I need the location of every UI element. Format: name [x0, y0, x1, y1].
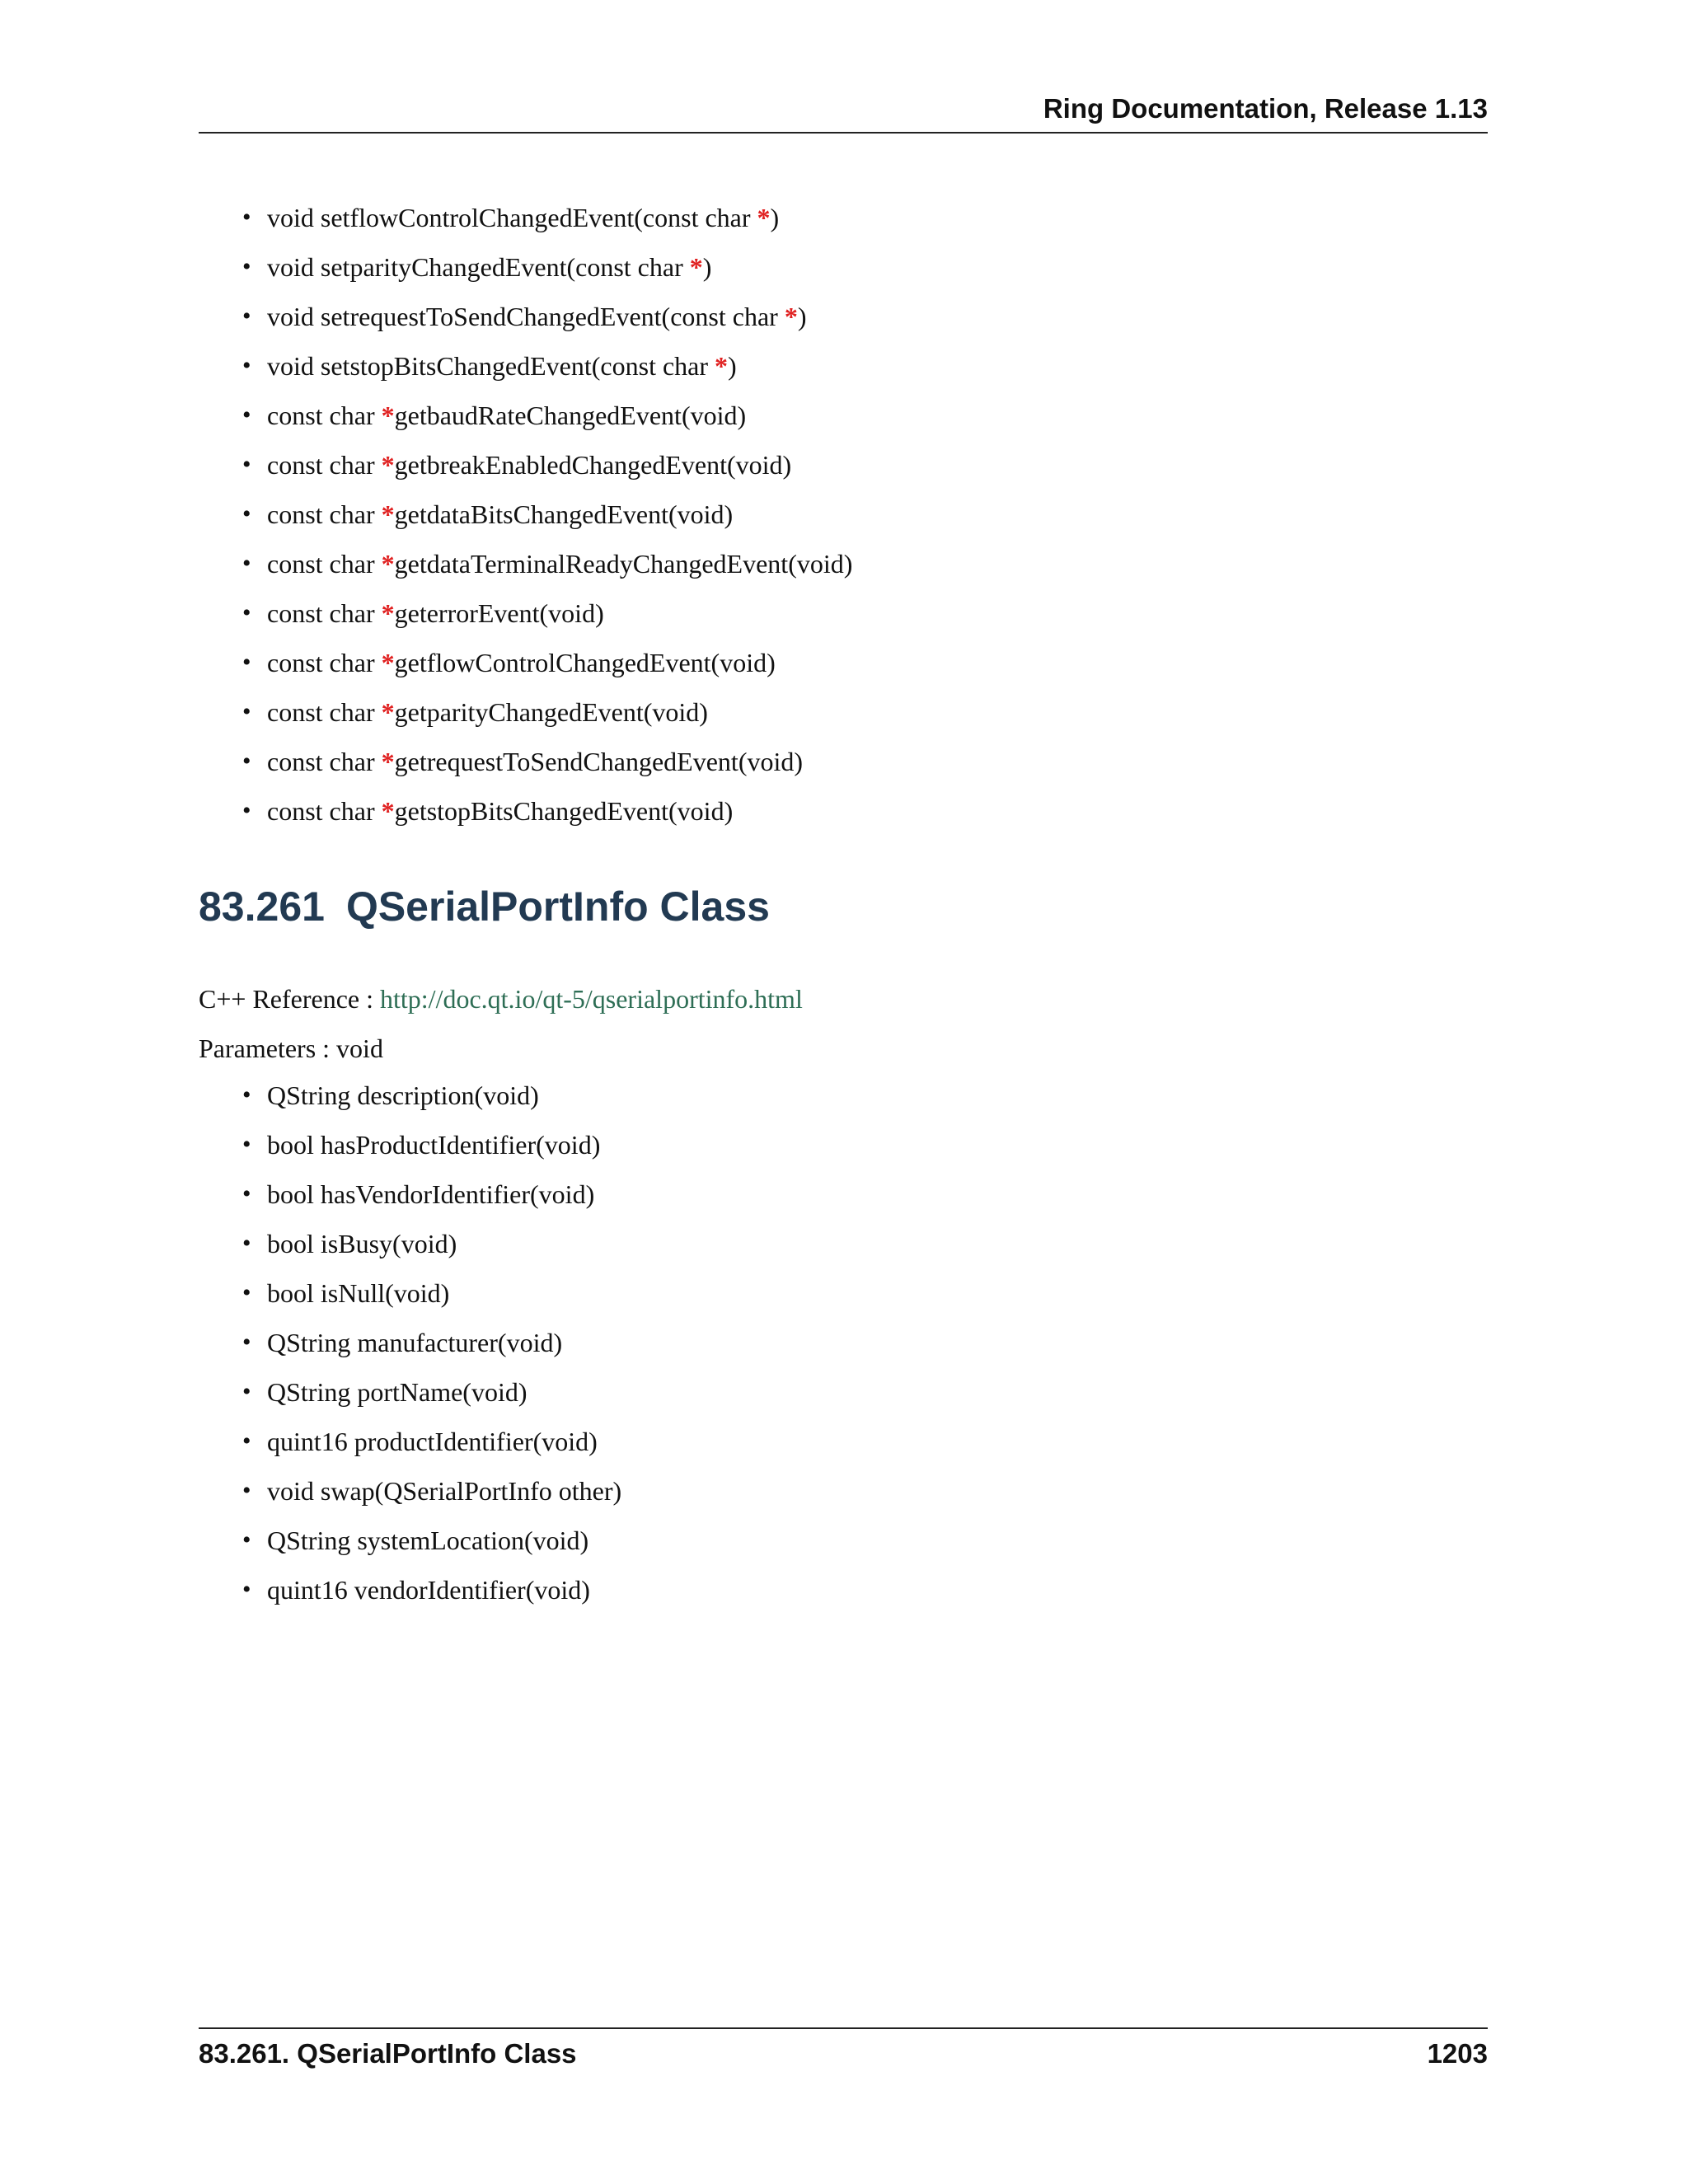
bullet-icon: • — [242, 1427, 251, 1455]
pointer-star: * — [381, 598, 395, 628]
list-item — [241, 1516, 621, 1565]
bullet-icon: • — [242, 550, 251, 577]
bullet-icon: • — [242, 253, 251, 280]
item-text: const char — [267, 648, 382, 677]
item-text: getparityChangedEvent(void) — [394, 697, 708, 727]
bullet-icon: • — [242, 1279, 251, 1306]
pointer-star: * — [381, 648, 395, 677]
bullet-icon: • — [242, 1081, 251, 1108]
item-text: const char — [267, 499, 382, 529]
bullet-icon: • — [242, 352, 251, 379]
bullet-icon: • — [242, 649, 251, 676]
item-text: getrequestToSendChangedEvent(void) — [394, 747, 804, 776]
bullet-icon: • — [242, 748, 251, 775]
pointer-star: * — [381, 747, 395, 776]
list-item — [241, 193, 852, 242]
item-text: void setparityChangedEvent(const char — [267, 252, 690, 282]
list-item — [241, 1120, 621, 1169]
bullet-icon: • — [242, 1526, 251, 1554]
list-item — [241, 1565, 621, 1615]
bullet-icon: • — [242, 599, 251, 626]
pointer-star: * — [381, 549, 395, 579]
pointer-star: * — [784, 302, 798, 331]
item-text: quint16 productIdentifier(void) — [267, 1427, 598, 1456]
item-text: bool isBusy(void) — [267, 1229, 457, 1258]
bullet-icon: • — [242, 1230, 251, 1257]
section-number: 83.261 — [199, 883, 325, 930]
footer-section-label: 83.261. QSerialPortInfo Class — [199, 2038, 577, 2069]
item-text: QString systemLocation(void) — [267, 1526, 589, 1555]
item-text: void setflowControlChangedEvent(const char — [267, 203, 757, 232]
list-item — [241, 242, 852, 292]
item-text: getbaudRateChangedEvent(void) — [394, 401, 747, 430]
pointer-star: * — [381, 499, 395, 529]
page-footer — [199, 2027, 1488, 2079]
item-text: const char — [267, 401, 382, 430]
item-text: QString manufacturer(void) — [267, 1328, 563, 1357]
bullet-icon: • — [242, 451, 251, 478]
item-text: void swap(QSerialPortInfo other) — [267, 1476, 622, 1506]
item-text: const char — [267, 598, 382, 628]
pointer-star: * — [757, 203, 771, 232]
item-text: QString portName(void) — [267, 1377, 528, 1407]
parameters-line: Parameters : void — [199, 1033, 383, 1063]
cpp-reference-line — [199, 974, 803, 1024]
list-item — [241, 391, 852, 440]
bullet-icon: • — [242, 1378, 251, 1405]
page-header — [199, 92, 1488, 134]
reference-link[interactable]: http://doc.qt.io/qt-5/qserialportinfo.html — [380, 984, 803, 1014]
list-item — [241, 1318, 621, 1367]
pointer-star: * — [381, 796, 395, 826]
item-text: quint16 vendorIdentifier(void) — [267, 1575, 590, 1605]
pointer-star: * — [715, 351, 729, 381]
method-list-serial-port — [241, 193, 852, 836]
item-text: void setstopBitsChangedEvent(const char — [267, 351, 715, 381]
pointer-star: * — [381, 697, 395, 727]
footer-page-number: 1203 — [1427, 2038, 1488, 2069]
item-text: getstopBitsChangedEvent(void) — [394, 796, 734, 826]
item-text: bool hasProductIdentifier(void) — [267, 1130, 601, 1160]
item-text: const char — [267, 747, 382, 776]
item-text: const char — [267, 549, 382, 579]
bullet-icon: • — [242, 1180, 251, 1207]
list-item — [241, 292, 852, 341]
header-title: Ring Documentation, Release 1.13 — [1043, 93, 1488, 124]
bullet-icon: • — [242, 204, 251, 231]
list-item — [241, 1071, 621, 1120]
list-item — [241, 786, 852, 836]
list-item — [241, 1169, 621, 1219]
item-text: getdataTerminalReadyChangedEvent(void) — [394, 549, 853, 579]
method-list-serial-port-info — [241, 1071, 621, 1615]
bullet-icon: • — [242, 1477, 251, 1504]
list-item — [241, 341, 852, 391]
item-text: ) — [797, 302, 807, 331]
list-item — [241, 440, 852, 490]
list-item — [241, 687, 852, 737]
list-item — [241, 588, 852, 638]
section-title: QSerialPortInfo Class — [345, 883, 770, 930]
pointer-star: * — [689, 252, 703, 282]
item-text: void setrequestToSendChangedEvent(const char — [267, 302, 785, 331]
item-text: const char — [267, 697, 382, 727]
bullet-icon: • — [242, 1576, 251, 1603]
bullet-icon: • — [242, 698, 251, 725]
list-item — [241, 1268, 621, 1318]
item-text: getbreakEnabledChangedEvent(void) — [394, 450, 792, 480]
item-text: ) — [770, 203, 780, 232]
item-text: getflowControlChangedEvent(void) — [394, 648, 776, 677]
list-item — [241, 1417, 621, 1466]
reference-label: C++ Reference : — [199, 984, 380, 1014]
list-item — [241, 737, 852, 786]
bullet-icon: • — [242, 1131, 251, 1158]
bullet-icon: • — [242, 797, 251, 824]
bullet-icon: • — [242, 302, 251, 330]
list-item — [241, 1466, 621, 1516]
bullet-icon: • — [242, 401, 251, 429]
list-item — [241, 1367, 621, 1417]
pointer-star: * — [381, 401, 395, 430]
item-text: QString description(void) — [267, 1080, 539, 1110]
section-heading — [199, 882, 770, 931]
item-text: bool isNull(void) — [267, 1278, 450, 1308]
list-item — [241, 1219, 621, 1268]
item-text: geterrorEvent(void) — [394, 598, 604, 628]
item-text: const char — [267, 450, 382, 480]
item-text: const char — [267, 796, 382, 826]
pointer-star: * — [381, 450, 395, 480]
item-text: ) — [702, 252, 712, 282]
bullet-icon: • — [242, 1329, 251, 1356]
list-item — [241, 539, 852, 588]
bullet-icon: • — [242, 500, 251, 527]
list-item — [241, 638, 852, 687]
list-item — [241, 490, 852, 539]
item-text: getdataBitsChangedEvent(void) — [394, 499, 734, 529]
item-text: ) — [728, 351, 737, 381]
item-text: bool hasVendorIdentifier(void) — [267, 1179, 595, 1209]
